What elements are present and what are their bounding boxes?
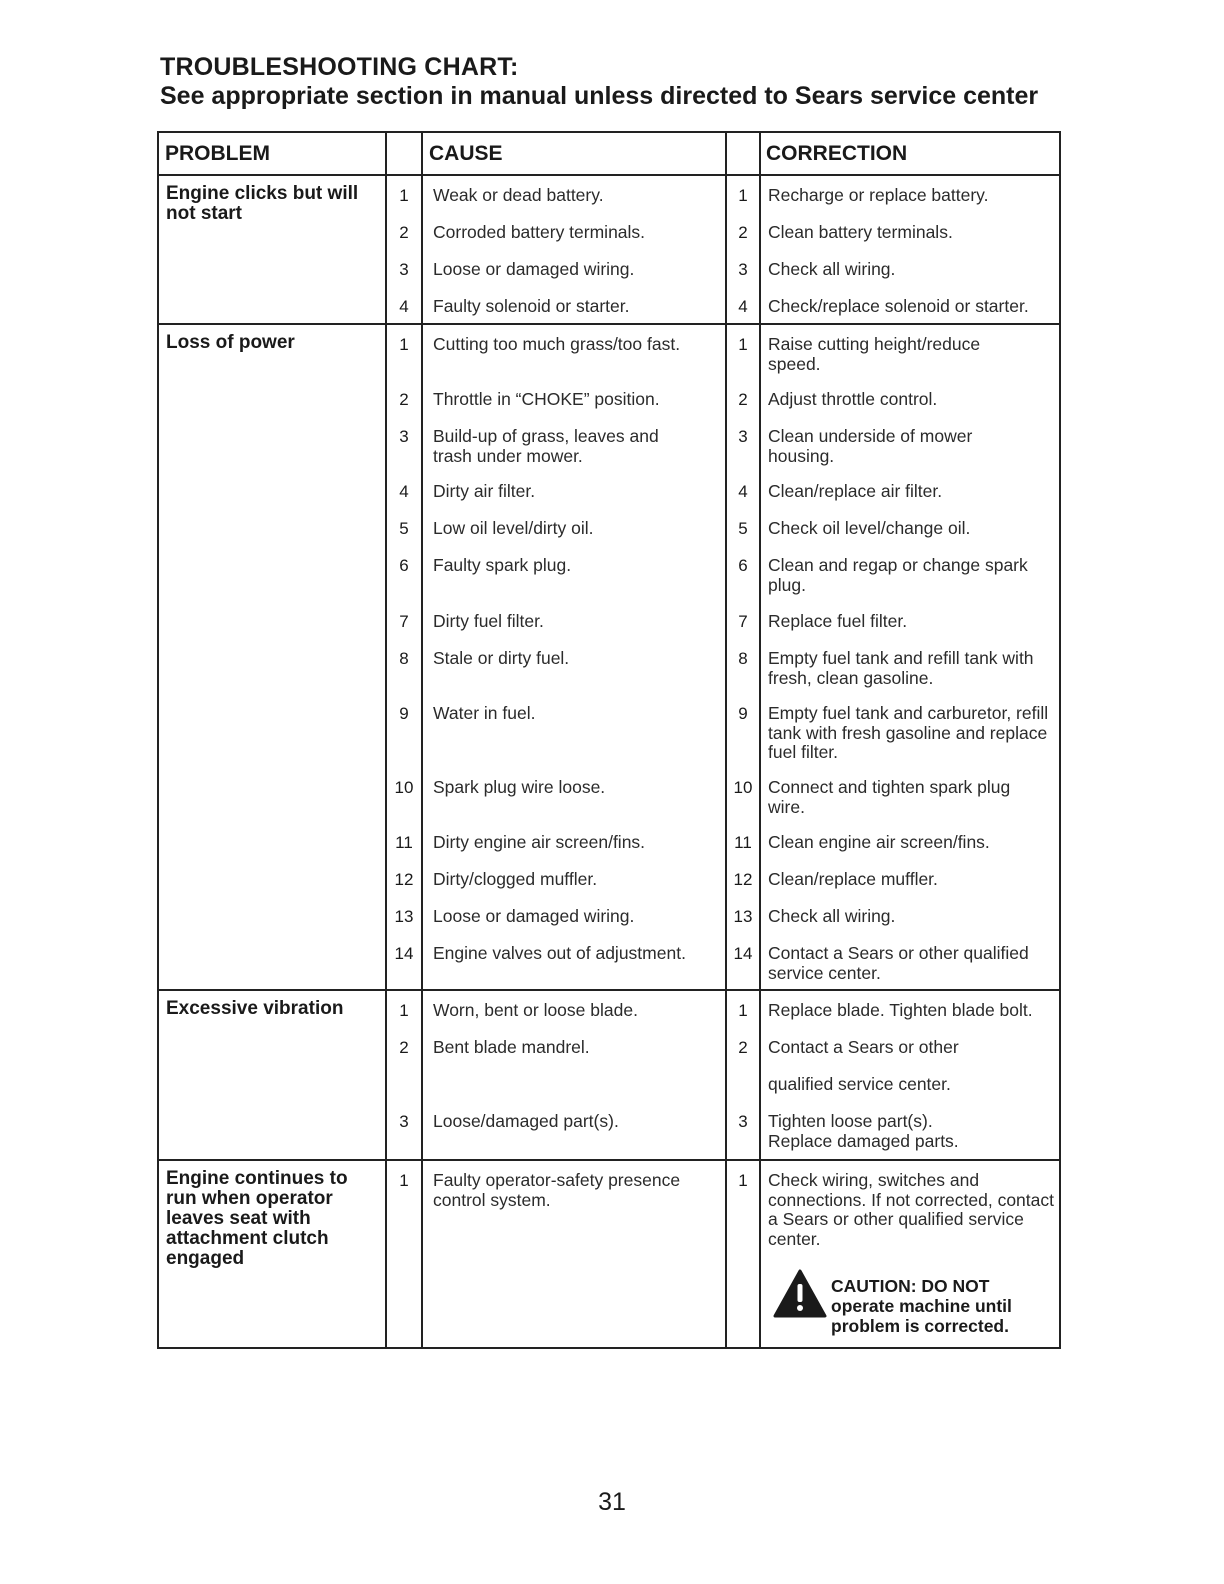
cause-text: Cutting too much grass/too fast. bbox=[433, 334, 681, 354]
page-number: 31 bbox=[598, 1488, 626, 1516]
header-correction: CORRECTION bbox=[766, 142, 908, 165]
cause-text: Faulty solenoid or starter. bbox=[433, 296, 630, 316]
cause-text: Engine valves out of adjustment. bbox=[433, 943, 686, 963]
header-cause: CAUSE bbox=[429, 142, 503, 165]
correction-text: Empty fuel tank and refill tank with fresh, clean gasoline. bbox=[768, 648, 1034, 688]
correction-number: 4 bbox=[738, 482, 748, 501]
correction-text: Clean and regap or change spark plug. bbox=[768, 555, 1028, 595]
cause-text: Spark plug wire loose. bbox=[433, 777, 606, 797]
header-problem: PROBLEM bbox=[165, 142, 270, 165]
warning-triangle-icon bbox=[773, 1269, 827, 1319]
cause-number: 4 bbox=[399, 297, 409, 316]
chart-title: TROUBLESHOOTING CHART: bbox=[160, 53, 519, 81]
correction-number: 8 bbox=[738, 649, 748, 668]
cause-number: 2 bbox=[399, 390, 409, 409]
cause-text: Build-up of grass, leaves and trash under mower. bbox=[433, 426, 659, 466]
cause-number: 10 bbox=[394, 778, 414, 797]
problem-group bbox=[158, 175, 1060, 324]
cause-number: 1 bbox=[399, 1171, 409, 1190]
cause-text: Dirty fuel filter. bbox=[433, 611, 544, 631]
cause-text: Corroded battery terminals. bbox=[433, 222, 646, 242]
cause-number: 14 bbox=[394, 944, 414, 963]
cause-text: Dirty air filter. bbox=[433, 481, 536, 501]
correction-text: Replace blade. Tighten blade bolt. bbox=[768, 1000, 1033, 1020]
table-header-row bbox=[158, 132, 1060, 175]
problem-label: Excessive vibration bbox=[166, 998, 344, 1019]
correction-number: 14 bbox=[733, 944, 753, 963]
correction-number: 3 bbox=[738, 260, 748, 279]
correction-text: Clean engine air screen/fins. bbox=[768, 832, 990, 852]
cause-text: Low oil level/dirty oil. bbox=[433, 518, 594, 538]
correction-text: Clean battery terminals. bbox=[768, 222, 953, 242]
correction-number: 1 bbox=[738, 1001, 748, 1020]
correction-text: Contact a Sears or other qualified service center. bbox=[768, 943, 1029, 983]
cause-text: Stale or dirty fuel. bbox=[433, 648, 570, 668]
cause-number: 1 bbox=[399, 1001, 409, 1020]
correction-text: Raise cutting height/reduce speed. bbox=[768, 334, 981, 374]
cause-text: Faulty spark plug. bbox=[433, 555, 572, 575]
correction-text: Check all wiring. bbox=[768, 906, 896, 926]
correction-number: 3 bbox=[738, 427, 748, 446]
cause-text: Faulty operator-safety presence control system. bbox=[433, 1170, 681, 1210]
cause-number: 2 bbox=[399, 1038, 409, 1057]
correction-text: Replace fuel filter. bbox=[768, 611, 908, 631]
correction-text: Recharge or replace battery. bbox=[768, 185, 989, 205]
correction-text: Clean underside of mower housing. bbox=[768, 426, 973, 466]
correction-number: 2 bbox=[738, 390, 748, 409]
cause-number: 11 bbox=[395, 833, 413, 852]
correction-number: 3 bbox=[738, 1112, 748, 1131]
correction-text: qualified service center. bbox=[768, 1074, 951, 1094]
correction-number: 1 bbox=[738, 186, 748, 205]
cause-number: 1 bbox=[399, 335, 409, 354]
correction-number: 1 bbox=[738, 1171, 748, 1190]
cause-text: Loose or damaged wiring. bbox=[433, 259, 635, 279]
correction-text: Check wiring, switches and connections. If not corrected, contact a Sears or other qualified service center. bbox=[768, 1170, 1054, 1249]
cause-number: 1 bbox=[399, 186, 409, 205]
cause-number: 6 bbox=[399, 556, 409, 575]
correction-text: Clean/replace air filter. bbox=[768, 481, 943, 501]
correction-number: 2 bbox=[738, 223, 748, 242]
correction-number: 13 bbox=[733, 907, 753, 926]
correction-text: Check oil level/change oil. bbox=[768, 518, 971, 538]
cause-number: 7 bbox=[399, 612, 409, 631]
troubleshooting-table bbox=[157, 131, 1061, 1349]
problem-label: Loss of power bbox=[166, 332, 295, 353]
cause-number: 9 bbox=[399, 704, 409, 723]
correction-number: 11 bbox=[734, 833, 752, 852]
cause-number: 3 bbox=[399, 427, 409, 446]
correction-number: 7 bbox=[738, 612, 748, 631]
problem-group bbox=[158, 990, 1060, 1160]
problem-group bbox=[158, 324, 1060, 990]
cause-text: Loose/damaged part(s). bbox=[433, 1111, 619, 1131]
correction-number: 10 bbox=[733, 778, 753, 797]
cause-text: Dirty engine air screen/fins. bbox=[433, 832, 646, 852]
cause-text: Throttle in “CHOKE” position. bbox=[433, 389, 660, 409]
correction-number: 12 bbox=[733, 870, 753, 889]
cause-text: Weak or dead battery. bbox=[433, 185, 604, 205]
correction-number: 9 bbox=[738, 704, 748, 723]
cause-text: Loose or damaged wiring. bbox=[433, 906, 635, 926]
cause-number: 5 bbox=[399, 519, 409, 538]
correction-text: Empty fuel tank and carburetor, refill tank with fresh gasoline and replace fuel filter. bbox=[768, 703, 1049, 762]
cause-text: Water in fuel. bbox=[433, 703, 536, 723]
correction-text: Adjust throttle control. bbox=[768, 389, 938, 409]
cause-number: 3 bbox=[399, 1112, 409, 1131]
correction-text: Tighten loose part(s). Replace damaged parts. bbox=[768, 1111, 959, 1151]
correction-number: 1 bbox=[738, 335, 748, 354]
correction-text: Check/replace solenoid or starter. bbox=[768, 296, 1029, 316]
correction-number: 4 bbox=[738, 297, 748, 316]
caution-text: CAUTION: DO NOT operate machine until problem is corrected. bbox=[831, 1276, 1012, 1336]
cause-number: 12 bbox=[394, 870, 414, 889]
problem-group bbox=[158, 1160, 1060, 1348]
cause-text: Bent blade mandrel. bbox=[433, 1037, 590, 1057]
chart-subtitle: See appropriate section in manual unless directed to Sears service center bbox=[160, 82, 1039, 110]
cause-number: 4 bbox=[399, 482, 409, 501]
correction-text: Check all wiring. bbox=[768, 259, 896, 279]
correction-text: Clean/replace muffler. bbox=[768, 869, 938, 889]
cause-number: 3 bbox=[399, 260, 409, 279]
cause-number: 13 bbox=[394, 907, 414, 926]
correction-text: Contact a Sears or other bbox=[768, 1037, 959, 1057]
cause-number: 2 bbox=[399, 223, 409, 242]
cause-text: Dirty/clogged muffler. bbox=[433, 869, 598, 889]
correction-number: 6 bbox=[738, 556, 748, 575]
correction-number: 5 bbox=[738, 519, 748, 538]
cause-number: 8 bbox=[399, 649, 409, 668]
cause-text: Worn, bent or loose blade. bbox=[433, 1000, 638, 1020]
problem-label: Engine clicks but will not start bbox=[166, 183, 359, 224]
correction-number: 2 bbox=[738, 1038, 748, 1057]
problem-label: Engine continues to run when operator leaves seat with attachment clutch engaged bbox=[166, 1168, 348, 1269]
correction-text: Connect and tighten spark plug wire. bbox=[768, 777, 1011, 817]
